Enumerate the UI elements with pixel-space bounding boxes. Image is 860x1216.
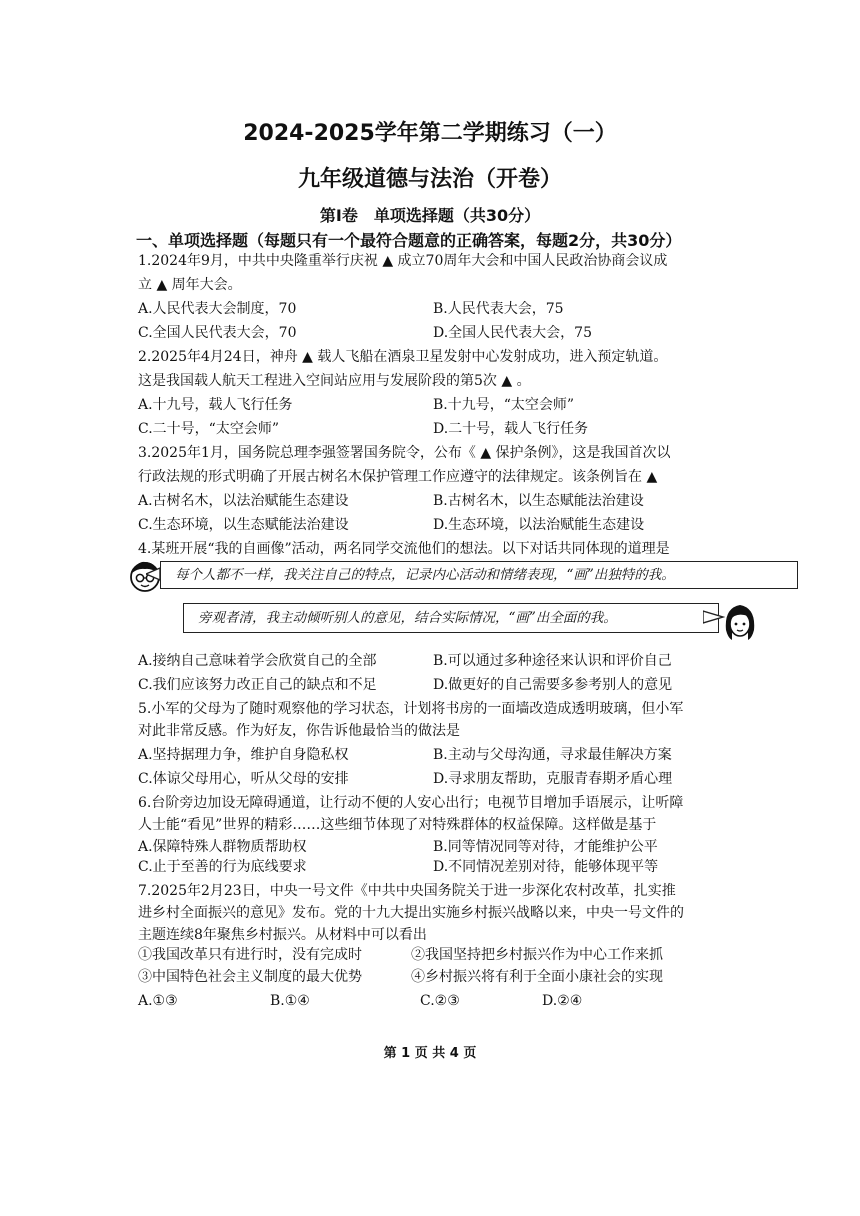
q4-option-b: B.可以通过多种途径来认识和评价自己 (433, 653, 672, 669)
page-footer: 第 1 页 共 4 页 (383, 1046, 477, 1061)
q7-statement-1: ①我国改革只有进行时，没有完成时 (138, 947, 362, 963)
q2-option-a: A.十九号，载人飞行任务 (138, 397, 293, 413)
speech-bubble-boy: 每个人都不一样，我关注自己的特点，记录内心活动和情绪表现，“画”出独特的我。 (160, 561, 798, 589)
q6-stem-line1: 6.台阶旁边加设无障碍通道，让行动不便的人安心出行；电视节目增加手语展示，让听障 (138, 795, 684, 811)
q2-stem-line2: 这是我国载人航天工程进入空间站应用与发展阶段的第5次 ▲ 。 (138, 373, 531, 389)
q4-stem-line1: 4.某班开展“我的自画像”活动，两名同学交流他们的想法。以下对话共同体现的道理是 (138, 541, 670, 557)
q5-option-a: A.坚持据理力争，维护自身隐私权 (138, 747, 349, 763)
q2-option-b: B.十九号，“太空会师” (433, 397, 575, 413)
q1-option-c: C.全国人民代表大会，70 (138, 325, 297, 341)
q3-option-d: D.生态环境，以法治赋能生态建设 (433, 517, 645, 533)
q7-statement-2: ②我国坚持把乡村振兴作为中心工作来抓 (411, 947, 663, 963)
q4-option-d: D.做更好的自己需要多参考别人的意见 (433, 677, 673, 693)
q2-stem-line1: 2.2025年4月24日，神舟 ▲ 载人飞船在酒泉卫星发射中心发射成功，进入预定轨道。 (138, 349, 668, 365)
q1-option-d: D.全国人民代表大会，75 (433, 325, 592, 341)
q3-stem-line2: 行政法规的形式明确了开展古树名木保护管理工作应遵守的法律规定。该条例旨在 ▲ (138, 469, 658, 485)
exam-title: 2024-2025学年第二学期练习（一） (243, 121, 617, 146)
q1-option-a: A.人民代表大会制度，70 (138, 301, 297, 317)
q2-option-d: D.二十号，载人飞行任务 (433, 421, 589, 437)
q6-stem-line2: 人士能“看见”世界的精彩……这些细节体现了对特殊群体的权益保障。这样做是基于 (138, 817, 657, 833)
q3-stem-line1: 3.2025年1月，国务院总理李强签署国务院令，公布《 ▲ 保护条例》，这是我国首次以 (138, 445, 671, 461)
q5-stem-line1: 5.小军的父母为了随时观察他的学习状态，计划将书房的一面墙改造成透明玻璃，但小军 (138, 701, 684, 717)
q7-option-b: B.①④ (270, 993, 310, 1009)
exam-subject: 九年级道德与法治（开卷） (297, 167, 562, 192)
instructions: 一、单项选择题（每题只有一个最符合题意的正确答案，每题2分，共30分） (136, 231, 682, 250)
q3-option-c: C.生态环境，以生态赋能法治建设 (138, 517, 349, 533)
q7-statement-3: ③中国特色社会主义制度的最大优势 (138, 969, 362, 985)
q1-option-b: B.人民代表大会，75 (433, 301, 564, 317)
q5-option-b: B.主动与父母沟通，寻求最佳解决方案 (433, 747, 672, 763)
q4-option-c: C.我们应该努力改正自己的缺点和不足 (138, 677, 377, 693)
q7-statement-4: ④乡村振兴将有利于全面小康社会的实现 (411, 969, 663, 985)
q7-stem-line3: 主题连续8年聚焦乡村振兴。从材料中可以看出 (138, 927, 427, 943)
q7-option-c: C.②③ (420, 993, 460, 1009)
q7-option-d: D.②④ (542, 993, 583, 1009)
section-heading: 第Ⅰ卷 单项选择题（共30分） (319, 206, 541, 225)
q3-option-b: B.古树名木，以生态赋能法治建设 (433, 493, 644, 509)
q1-stem-line2: 立 ▲ 周年大会。 (138, 277, 242, 293)
q5-option-d: D.寻求朋友帮助，克服青春期矛盾心理 (433, 771, 673, 787)
q6-option-c: C.止于至善的行为底线要求 (138, 859, 307, 875)
q6-option-b: B.同等情况同等对待，才能维护公平 (433, 839, 658, 855)
girl-avatar-icon (722, 600, 758, 644)
q5-option-c: C.体谅父母用心，听从父母的安排 (138, 771, 349, 787)
q3-option-a: A.古树名木，以法治赋能生态建设 (138, 493, 349, 509)
q5-stem-line2: 对此非常反感。作为好友，你告诉他最恰当的做法是 (138, 723, 460, 739)
speech-bubble-girl: 旁观者清，我主动倾听别人的意见，结合实际情况，“画”出全面的我。 (183, 603, 719, 633)
q6-option-d: D.不同情况差别对待，能够体现平等 (433, 859, 659, 875)
q4-option-a: A.接纳自己意味着学会欣赏自己的全部 (138, 653, 377, 669)
q2-option-c: C.二十号，“太空会师” (138, 421, 279, 437)
q7-stem-line2: 进乡村全面振兴的意见》发布。党的十九大提出实施乡村振兴战略以来，中央一号文件的 (138, 905, 684, 921)
q1-stem-line1: 1.2024年9月，中共中央隆重举行庆祝 ▲ 成立70周年大会和中国人民政治协商会议成 (138, 253, 668, 269)
q6-option-a: A.保障特殊人群物质帮助权 (138, 839, 307, 855)
q7-option-a: A.①③ (138, 993, 178, 1009)
q7-stem-line1: 7.2025年2月23日，中央一号文件《中共中央国务院关于进一步深化农村改革，扎实推 (138, 883, 676, 899)
